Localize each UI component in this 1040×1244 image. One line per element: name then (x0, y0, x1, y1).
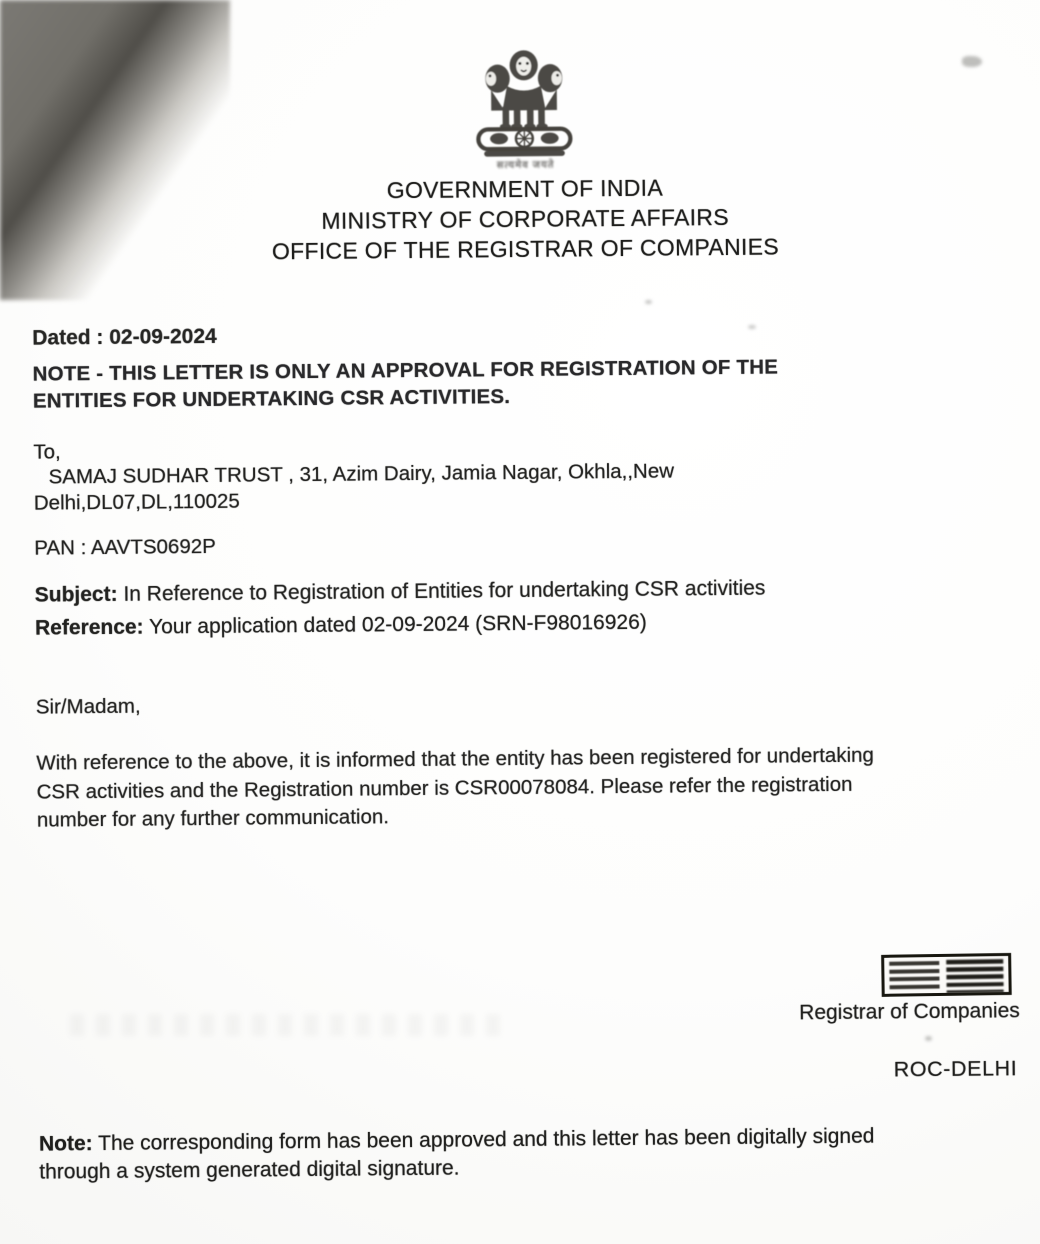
recipient-address-line1: SAMAJ SUDHAR TRUST , 31, Azim Dairy, Jamia Nagar, Okhla,,New (48, 459, 675, 489)
footer-note (39, 1123, 875, 1186)
emblem-motto: सत्यमेव जयते (496, 159, 555, 172)
subject-text: In Reference to Registration of Entities for undertaking CSR activities (123, 576, 766, 606)
letterhead-office-line: OFFICE OF THE REGISTRAR OF COMPANIES (271, 233, 780, 265)
stamp-text-right-column (946, 959, 1003, 993)
pan-line: PAN : AAVTS0692P (34, 534, 216, 560)
signatory-title: Registrar of Companies (799, 999, 1020, 1025)
stamp-text-left-column (889, 961, 939, 991)
body-line3: number for any further communication. (36, 805, 390, 832)
letter-salutation: Sir/Madam, (35, 694, 141, 719)
letter-body (36, 742, 874, 836)
approval-note-line1: NOTE - THIS LETTER IS ONLY AN APPROVAL FOR REGISTRATION OF THE (32, 355, 779, 386)
reference-line (35, 611, 647, 641)
letterhead-ministry-line: MINISTRY OF CORPORATE AFFAIRS (321, 203, 729, 234)
footer-note-label: Note: (38, 1132, 93, 1156)
recipient-salutation: To, (33, 440, 61, 464)
reference-label: Reference: (34, 615, 144, 640)
dated-line: Dated : 02-09-2024 (32, 324, 217, 350)
reference-text: Your application dated 02-09-2024 (SRN-F98016926) (148, 610, 647, 639)
subject-label: Subject: (34, 582, 118, 607)
body-line2: CSR activities and the Registration number is CSR00078084. Please refer the registration (36, 772, 853, 804)
body-line1: With reference to the above, it is informed that the entity has been registered for undertaking (36, 743, 874, 775)
approval-note-line2: ENTITIES FOR UNDERTAKING CSR ACTIVITIES. (32, 385, 511, 413)
footer-note-line2: through a system generated digital signature. (39, 1156, 460, 1184)
letterhead-government-line: GOVERNMENT OF INDIA (386, 174, 664, 204)
footer-note-text: The corresponding form has been approved and this letter has been digitally signed (98, 1124, 875, 1156)
letterhead (0, 169, 1040, 269)
national-emblem-icon (462, 43, 585, 160)
signatory-office: ROC-DELHI (893, 1056, 1018, 1082)
approval-note-banner (32, 354, 778, 415)
recipient-address-line2: Delhi,DL07,DL,110025 (33, 489, 240, 515)
digital-signature-stamp (881, 953, 1012, 997)
subject-line (35, 577, 766, 608)
